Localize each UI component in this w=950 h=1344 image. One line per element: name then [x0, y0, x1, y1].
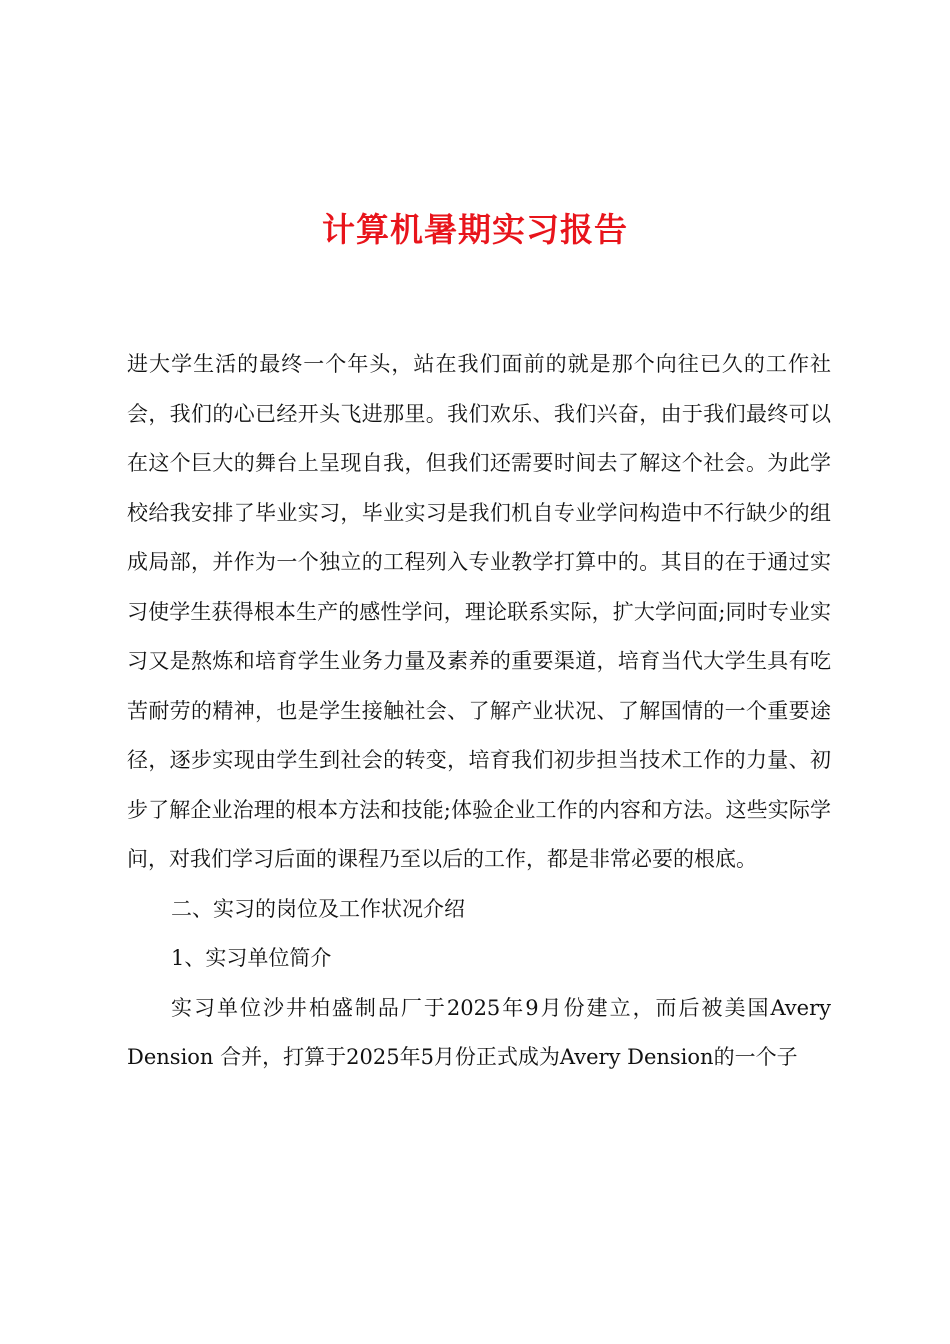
subsection-heading: 1、实习单位简介 — [171, 946, 332, 970]
document-body — [127, 340, 831, 1083]
document-title: 计算机暑期实习报告 — [322, 210, 628, 249]
paragraph-intro: 进大学生活的最终一个年头，站在我们面前的就是那个向往已久的工作社会，我们的心已经开头飞进那里。我们欢乐、我们兴奋，由于我们最终可以在这个巨大的舞台上呈现自我，但我们还需要时间去了解这个社会。为此学校给我安排了毕业实习，毕业实习是我们机自专业学问构造中不行缺少的组成局部，并作为一个独立的工程列入专业教学打算中的。其目的在于通过实习使学生获得根本生产的感性学问，理论联系实际，扩大学问面;同时专业实习又是熬炼和培育学生业务力量及素养的重要渠道，培育当代大学生具有吃苦耐劳的精神，也是学生接触社会、了解产业状况、了解国情的一个重要途径，逐步实现由学生到社会的转变，培育我们初步担当技术工作的力量、初步了解企业治理的根本方法和技能;体验企业工作的内容和方法。这些实际学问，对我们学习后面的课程乃至以后的工作，都是非常必要的根底。 — [127, 352, 831, 871]
section-heading: 二、实习的岗位及工作状况介绍 — [171, 896, 465, 921]
paragraph-company-intro: 实习单位沙井柏盛制品厂于2025年9月份建立，而后被美国Avery Dension 合并，打算于2025年5月份正式成为Avery Dension的一个子 — [127, 995, 831, 1069]
